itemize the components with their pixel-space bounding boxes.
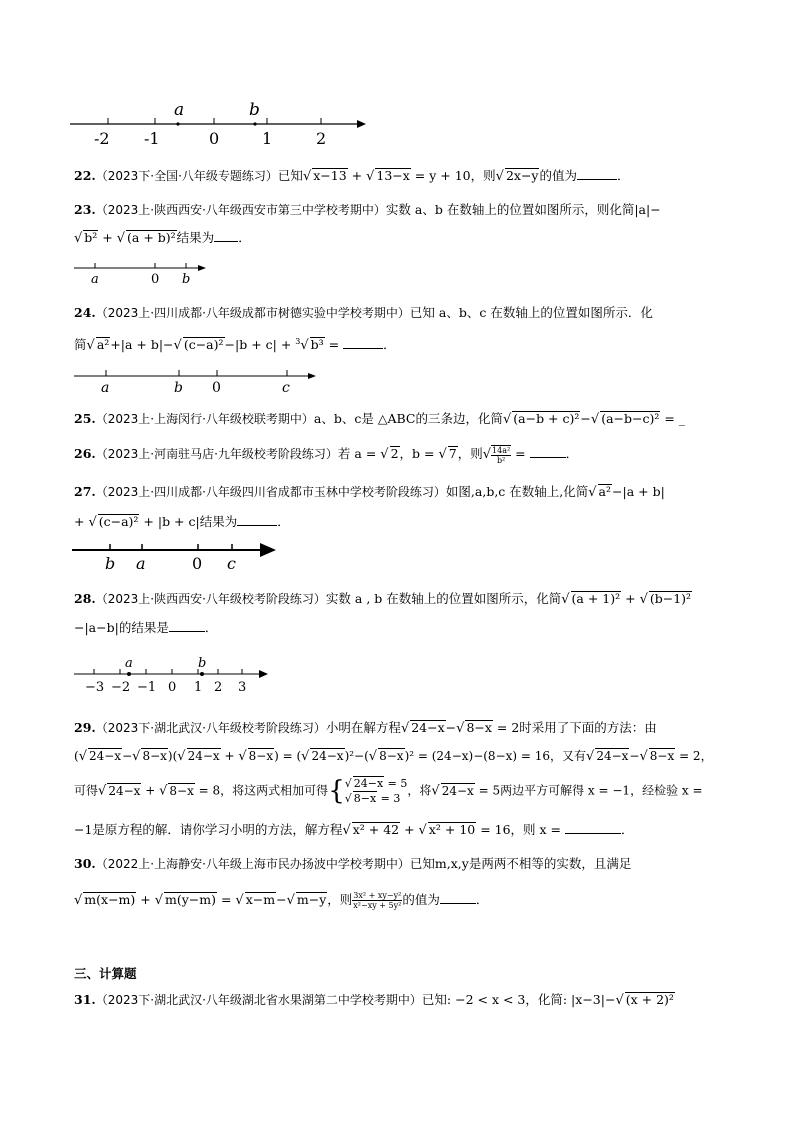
svg-text:2: 2 xyxy=(214,680,223,694)
question-number: 29. xyxy=(74,720,96,735)
svg-text:b: b xyxy=(182,272,191,287)
question-24-line2: 简√ a²+|a + b|−√ (c−a)²−|b + c| + $^3$√ b³ = ． xyxy=(74,337,396,354)
svg-text:a: a xyxy=(125,656,133,671)
question-number: 27. xyxy=(74,484,96,499)
question-29-line4: −1是原方程的解．请你学习小明的方法，解方程√ x² + 42 + √ x² + 10 = 16，则 x = ． xyxy=(74,822,634,838)
question-27-line2: + √ (c−a)² + |b + c|结果为 ． xyxy=(74,514,290,530)
axis-tick-1: 1 xyxy=(262,129,273,148)
question-source: （2023上·河南驻马店·九年级校考阶段练习） xyxy=(95,447,338,461)
axis-label-b: b xyxy=(249,100,260,120)
axis-tick-m1: -1 xyxy=(144,129,160,148)
question-28: 28.（2023上·陕西西安·八年级校考阶段练习）实数 a , b 在数轴上的位置如图所示，化简√ (a + 1)² + √ (b−1)² xyxy=(74,591,692,607)
question-number: 23. xyxy=(74,202,96,217)
question-number: 26. xyxy=(74,446,96,461)
question-23-line2: √ b² + √ (a + b)²结果为 ． xyxy=(74,230,251,246)
question-27: 27.（2023上·四川成都·八年级四川省成都市玉林中学校考阶段练习）如图,a,b,c 在数轴上,化简√ a²−|a + b| xyxy=(74,484,665,500)
svg-text:a: a xyxy=(91,272,99,287)
question-source: （2023下·湖北武汉·八年级校考阶段练习） xyxy=(95,721,326,735)
number-line-q24 xyxy=(70,364,330,396)
svg-text:a: a xyxy=(101,380,110,396)
answer-blank xyxy=(577,167,617,180)
question-23: 23.（2023上·陕西西安·八年级西安市第三中学校考期中）实数 a、b 在数轴上的位置如图所示，则化简|a|− xyxy=(74,202,661,217)
question-29: 29.（2023下·湖北武汉·八年级校考阶段练习）小明在解方程√ 24−x−√ 8−x = 2时采用了下面的方法：由 xyxy=(74,720,657,736)
question-source: （2023上·四川成都·八年级四川省成都市玉林中学校考阶段练习） xyxy=(95,485,446,499)
number-line-q27 xyxy=(70,540,285,574)
answer-blank xyxy=(530,445,566,458)
svg-text:−1: −1 xyxy=(137,680,157,694)
question-number: 30. xyxy=(74,856,96,871)
question-number: 24. xyxy=(74,305,96,320)
svg-text:a: a xyxy=(136,554,146,573)
question-number: 31. xyxy=(74,992,96,1007)
question-source: （2023上·陕西西安·八年级校考阶段练习） xyxy=(95,592,326,606)
svg-text:0: 0 xyxy=(151,272,160,287)
svg-text:1: 1 xyxy=(194,680,203,694)
question-source: （2023下·湖北武汉·八年级湖北省水果湖第二中学校考期中） xyxy=(95,993,422,1007)
svg-text:b: b xyxy=(174,380,183,396)
question-24: 24.（2023上·四川成都·八年级成都市树德实验中学校考期中）已知 a、b、c 在数轴上的位置如图所示．化 xyxy=(74,305,653,320)
svg-text:b: b xyxy=(198,656,207,671)
axis-label-a: a xyxy=(174,100,185,120)
question-25: 25.（2023上·上海闵行·八年级校联考期中）a、b、c是 △ABC的三条边，化简√ (a−b + c)²−√ (a−b−c)² = _ xyxy=(74,411,686,427)
svg-text:3: 3 xyxy=(238,680,247,694)
question-source: （2022上·上海静安·八年级上海市民办扬波中学校考期中） xyxy=(95,857,410,871)
answer-blank xyxy=(565,821,621,834)
question-source: （2023上·陕西西安·八年级西安市第三中学校考期中） xyxy=(95,203,386,217)
question-22: 22.（2023下·全国·八年级专题练习）已知√ x−13 + √ 13−x = y + 10，则√ 2x−y的值为 ． xyxy=(74,168,630,184)
question-source: （2023上·上海闵行·八年级校联考期中） xyxy=(95,412,314,426)
number-line-q23 xyxy=(70,258,215,288)
question-source: （2023上·四川成都·八年级成都市树德实验中学校考期中） xyxy=(95,306,410,320)
question-28-line2: −|a−b|的结果是 ． xyxy=(74,620,218,635)
question-29-line3: 可得√ 24−x + √ 8−x = 8，将这两式相加可得{ √ 24−x = 5 √ 8−x = 3 ，将√ 24−x = 5两边平方可解得 x = −1，经检验 x = xyxy=(74,776,703,806)
answer-blank xyxy=(440,891,476,904)
svg-text:0: 0 xyxy=(192,554,203,573)
question-number: 28. xyxy=(74,591,96,606)
question-source: （2023下·全国·八年级专题练习） xyxy=(95,169,278,183)
question-30: 30.（2022上·上海静安·八年级上海市民办扬波中学校考期中）已知m,x,y是两两不相等的实数，且满足 xyxy=(74,856,632,871)
svg-text:b: b xyxy=(105,554,116,573)
question-29-line2: (√ 24−x−√ 8−x)(√ 24−x + √ 8−x) = (√ 24−x)²−(√ 8−x)² = (24−x)−(8−x) = 16，又有√ 24−x−√ 8−x = 2， xyxy=(74,749,713,764)
svg-text:0: 0 xyxy=(168,680,177,694)
answer-blank xyxy=(343,336,383,349)
svg-text:c: c xyxy=(282,380,290,396)
question-number: 22. xyxy=(74,168,96,183)
svg-text:−3: −3 xyxy=(85,680,105,694)
question-number: 25. xyxy=(74,411,96,426)
svg-text:−2: −2 xyxy=(111,680,131,694)
question-30-line2: √ m(x−m) + √ m(y−m) = √ x−m−√ m−y，则 $\frac{\text{3x² + xy−y²}}{\text{x²−xy + 5y²}}$ 的值为 ． xyxy=(74,891,489,910)
answer-blank xyxy=(169,619,205,632)
question-31: 31.（2023下·湖北武汉·八年级湖北省水果湖第二中学校考期中）已知: −2 < x < 3，化简: |x−3|−√ (x + 2)² xyxy=(74,992,674,1008)
svg-text:0: 0 xyxy=(212,380,221,396)
axis-tick-m2: -2 xyxy=(94,129,110,148)
number-line-q28 xyxy=(70,652,280,694)
svg-text:c: c xyxy=(227,554,236,573)
axis-tick-0: 0 xyxy=(209,129,220,148)
section-heading: 三、计算题 xyxy=(74,966,137,981)
question-26: 26.（2023上·河南驻马店·九年级校考阶段练习）若 a = √ 2，b = √ 7，则√ $\frac{\text{14a²}}{\text{b²}}$ = ． xyxy=(74,445,579,465)
axis-tick-2: 2 xyxy=(316,129,327,148)
answer-blank xyxy=(214,229,238,242)
answer-blank xyxy=(237,513,277,526)
number-line-top xyxy=(60,98,380,153)
